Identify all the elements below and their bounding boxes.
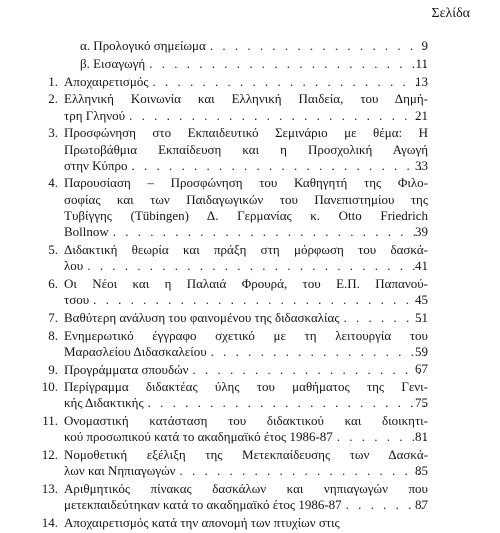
toc-entry-text: Περίγραμμα διδακτέας ύλης του μαθήματος της Γενι- xyxy=(64,379,428,395)
toc-entry-text: Προγράμματα σπουδών xyxy=(64,361,189,377)
toc-page-number: 51 xyxy=(415,309,428,325)
toc-entry xyxy=(0,74,500,90)
toc-entry xyxy=(0,328,500,360)
toc-entry-text: Διδακτική θεωρία και πράξη στη μόρφωση του δασκά- xyxy=(64,241,428,257)
toc-entry-text: Αριθμητικός πίνακας δασκάλων και νηπιαγωγών που xyxy=(64,481,428,497)
toc-entry-last-line xyxy=(80,38,428,54)
toc-entry-number: 11. xyxy=(42,413,58,429)
toc-entry-last-line xyxy=(64,515,428,531)
toc-entry xyxy=(0,38,500,54)
toc-entry xyxy=(0,413,500,445)
toc-entry-number: 9. xyxy=(48,361,58,377)
toc-entry-text: Βαθύτερη ανάλυση του φαινομένου της διδασκαλίας xyxy=(64,309,340,325)
toc-page-number: 9 xyxy=(421,37,428,53)
toc-entry xyxy=(0,379,500,411)
toc-page-number: 67 xyxy=(415,361,428,377)
toc-entry xyxy=(0,310,500,326)
toc-entry-number: 6. xyxy=(48,275,58,291)
toc-entry-text: τρη Γληνού xyxy=(64,107,126,123)
toc-entry xyxy=(0,175,500,240)
toc-entry-number: 4. xyxy=(48,175,58,191)
toc-entry-last-line xyxy=(64,395,428,411)
toc-entry xyxy=(0,56,500,72)
toc-entry-text: Μαρασλείου Διδασκαλείου xyxy=(64,343,207,359)
dot-leader xyxy=(129,108,426,124)
toc-entry-number: 1. xyxy=(48,73,58,89)
toc-entry-last-line xyxy=(64,429,428,445)
toc-entry-text: Οι Νέοι και η Παλαιά Φρουρά, του Ε.Π. Παπανού- xyxy=(64,275,428,291)
toc-entry-last-line xyxy=(64,158,428,174)
toc-entry-text: Προσφώνηση στο Εκπαιδευτικό Σεμινάριο με θέμα: Η xyxy=(64,125,428,141)
toc-page-number: 11 xyxy=(415,55,428,71)
page-column-label: Σελίδα xyxy=(431,6,470,21)
page-header xyxy=(0,6,500,26)
toc-entry-last-line xyxy=(64,344,428,360)
dot-leader xyxy=(132,158,426,174)
toc-entry-text: στην Κύπρο xyxy=(64,157,128,173)
toc-entry-text: κού προσωπικού κατά το ακαδημαϊκό έτος 1986-87 xyxy=(64,429,333,445)
toc-entry xyxy=(0,362,500,378)
toc-entry-last-line xyxy=(64,74,428,90)
toc-entry-last-line xyxy=(64,258,428,274)
toc-entry-last-line xyxy=(64,292,428,308)
toc-page-number: 41 xyxy=(415,257,428,273)
toc-entry xyxy=(0,242,500,274)
toc-entry xyxy=(0,481,500,513)
toc-entry xyxy=(0,515,500,531)
dot-leader xyxy=(113,224,426,240)
toc-entry-text: κής Διδακτικής xyxy=(64,395,144,411)
toc-page-number: 59 xyxy=(415,343,428,359)
toc-entry-text: Νομοθετική εξέλιξη της Μετεκπαίδευσης των Δασκά- xyxy=(64,447,428,463)
toc-page-number: 81 xyxy=(415,429,428,445)
toc-entry-text: Bollnow xyxy=(64,224,109,240)
toc-entry-text: β. Εισαγωγή xyxy=(80,55,146,71)
toc-entry-number: 12. xyxy=(41,447,58,463)
toc-page-number: 87 xyxy=(415,497,428,513)
toc-entry xyxy=(0,276,500,308)
toc-entry-text: Ελληνική Κοινωνία και Ελληνική Παιδεία, του Δημή- xyxy=(64,91,428,107)
dot-leader xyxy=(153,74,426,90)
toc-entry-number: 10. xyxy=(41,379,58,395)
toc-entry-text: Τυβίγγης (Tübingen) Δ. Γερμανίας κ. Otto Friedrich xyxy=(64,207,428,223)
dot-leader xyxy=(210,38,426,54)
toc-entry-text: Αποχαιρετισμός κατά την απονομή των πτυχίων στις xyxy=(64,515,340,531)
toc-entry-number: 5. xyxy=(48,241,58,257)
dot-leader xyxy=(149,56,426,72)
dot-leader xyxy=(180,463,426,479)
toc-entry xyxy=(0,125,500,174)
toc-entry-text: Ονομαστική κατάσταση του διδακτικού και διοικητι- xyxy=(64,413,428,429)
toc-page-number: 75 xyxy=(415,395,428,411)
toc-entry-number: 14. xyxy=(41,515,58,531)
toc-page-number: 21 xyxy=(415,107,428,123)
toc-entry-text: τσου xyxy=(64,291,90,307)
toc-entry-text: μετεκπαιδεύτηκαν κατά το ακαδημαϊκό έτος 1986-87 xyxy=(64,497,342,513)
toc-entry-last-line xyxy=(64,310,428,326)
dot-leader xyxy=(211,344,426,360)
toc-entry xyxy=(0,447,500,479)
toc-entry-text: Πρωτοβάθμια Εκπαίδευση και η Προσχολική Αγωγή xyxy=(64,141,428,157)
toc-entry-text: Ενημερωτικό έγγραφο σχετικό με τη λειτουργία του xyxy=(64,327,428,343)
toc-entry-text: λων και Νηπιαγωγών xyxy=(64,463,176,479)
toc-page-number: 85 xyxy=(415,463,428,479)
toc-entry-last-line xyxy=(64,108,428,124)
toc-entry xyxy=(0,91,500,123)
toc-entry-text: λου xyxy=(64,258,84,273)
toc-entry-last-line xyxy=(64,463,428,479)
toc-entry-last-line xyxy=(64,362,428,378)
dot-leader xyxy=(148,395,426,411)
toc-entry-text: σοφίας και των Παιδαγωγικών του Πανεπιστημίου της xyxy=(64,191,428,207)
toc-page-number: 33 xyxy=(415,157,428,173)
dot-leader xyxy=(87,258,426,274)
table-of-contents xyxy=(0,38,500,533)
toc-page-number: 45 xyxy=(415,291,428,307)
toc-entry-number: 2. xyxy=(48,91,58,107)
toc-entry-number: 7. xyxy=(48,309,58,325)
toc-entry-text: Παρουσίαση – Προσφώνηση του Καθηγητή της Φιλο- xyxy=(64,175,428,191)
toc-page-number: 39 xyxy=(415,224,428,240)
dot-leader xyxy=(93,292,426,308)
toc-entry-number: 8. xyxy=(48,327,58,343)
toc-entry-last-line xyxy=(64,224,428,240)
dot-leader xyxy=(193,362,426,378)
toc-entry-number: 3. xyxy=(48,125,58,141)
toc-page-number: 13 xyxy=(415,73,428,89)
toc-entry-number: 13. xyxy=(41,481,58,497)
toc-entry-last-line xyxy=(80,56,428,72)
toc-entry-text: Αποχαιρετισμός xyxy=(64,73,149,89)
toc-entry-text: α. Προλογικό σημείωμα xyxy=(80,38,206,53)
